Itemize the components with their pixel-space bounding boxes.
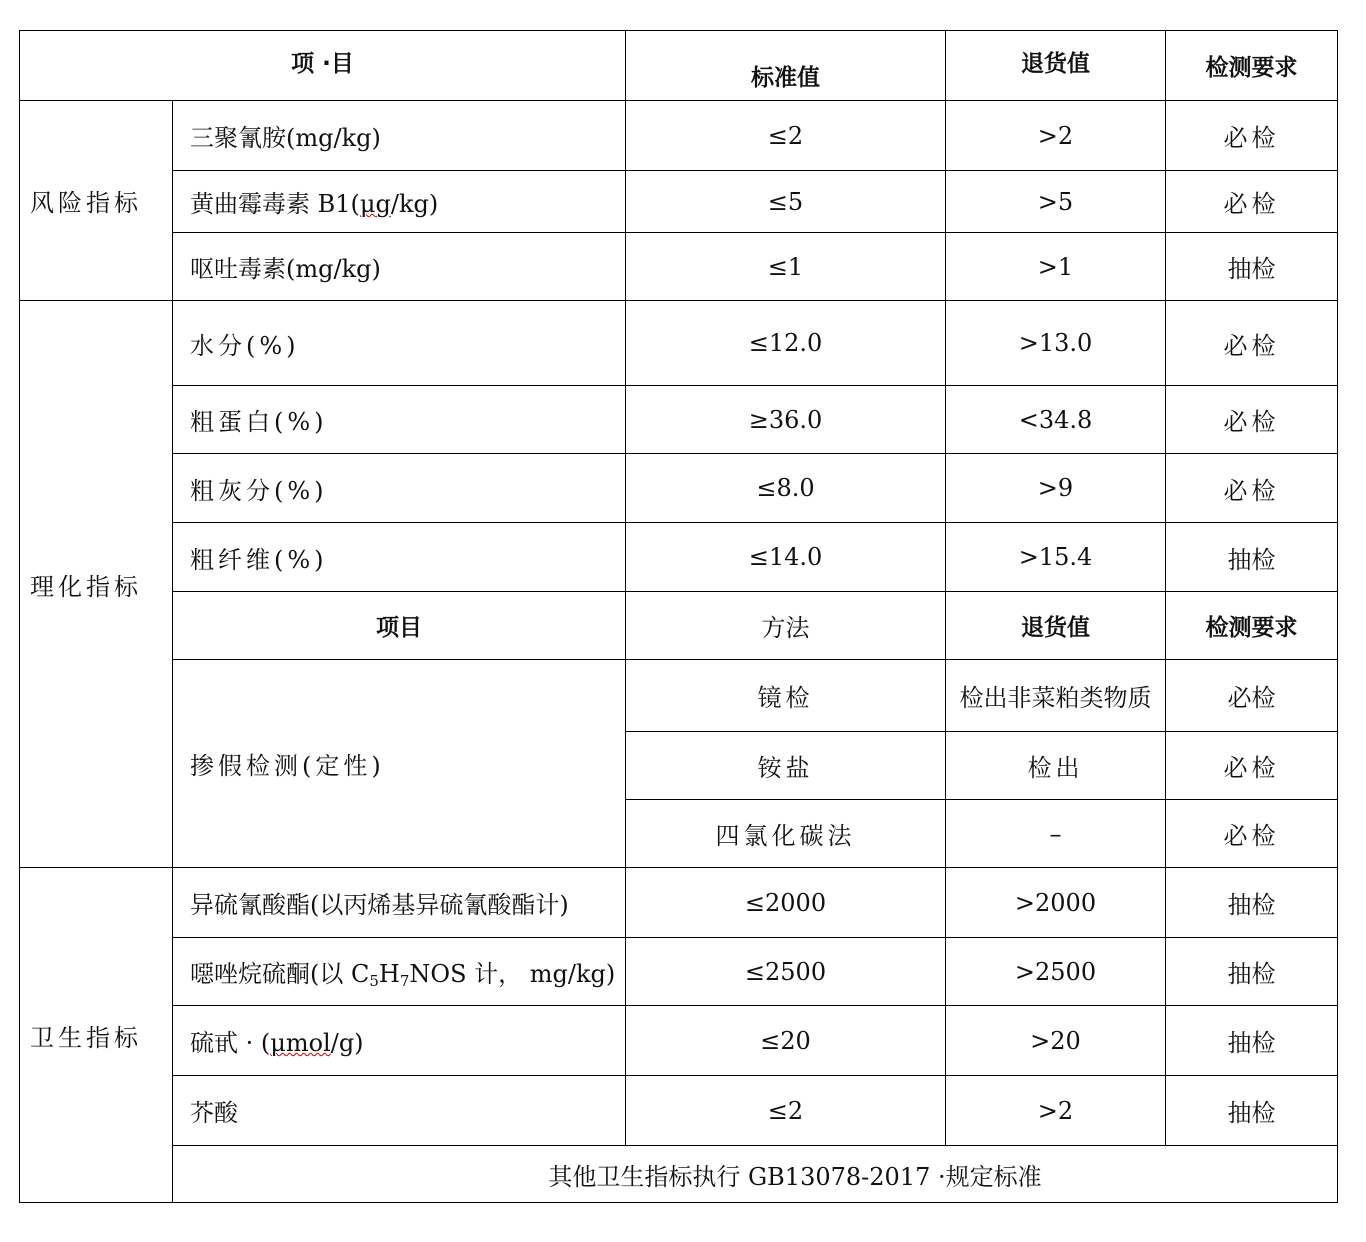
return-cell: >1	[946, 233, 1166, 301]
return-cell: >13.0	[946, 301, 1166, 386]
table-row	[20, 660, 1338, 732]
requirement-cell: 必检	[1166, 301, 1338, 386]
requirement-cell: 抽检	[1166, 1006, 1338, 1076]
return-cell: 检出非菜粕类物质	[946, 660, 1166, 732]
requirement-cell: 必检	[1166, 171, 1338, 233]
requirement-cell: 抽检	[1166, 938, 1338, 1006]
return-cell: <34.8	[946, 386, 1166, 454]
footer-row	[20, 1146, 1338, 1203]
return-cell: >20	[946, 1006, 1166, 1076]
subheader-item: 项目	[173, 592, 626, 660]
requirement-cell: 必检	[1166, 386, 1338, 454]
standard-cell: ≤2500	[626, 938, 946, 1006]
table-row	[20, 1076, 1338, 1146]
return-cell: >5	[946, 171, 1166, 233]
requirement-cell: 必检	[1166, 732, 1338, 800]
return-cell: >2500	[946, 938, 1166, 1006]
return-cell: >2000	[946, 868, 1166, 938]
item-cell: 三聚氰胺(mg/kg)	[173, 101, 626, 171]
item-cell: 异硫氰酸酯(以丙烯基异硫氰酸酯计)	[173, 868, 626, 938]
header-standard: 标准值	[626, 31, 946, 101]
requirement-cell: 抽检	[1166, 868, 1338, 938]
item-cell: 水分(%)	[173, 301, 626, 386]
item-cell: 粗灰分(%)	[173, 454, 626, 523]
subscript: 7	[399, 971, 410, 990]
standard-cell: ≤2	[626, 1076, 946, 1146]
header-item: 项 ·目	[20, 31, 626, 101]
standard-cell: ≤12.0	[626, 301, 946, 386]
requirement-cell: 必检	[1166, 101, 1338, 171]
table-row	[20, 171, 1338, 233]
sub-header-row	[20, 592, 1338, 660]
return-cell: >15.4	[946, 523, 1166, 592]
item-cell: 粗蛋白(%)	[173, 386, 626, 454]
group-hygiene: 卫生指标	[20, 868, 173, 1203]
subheader-method: 方法	[626, 592, 946, 660]
requirement-cell: 必检	[1166, 800, 1338, 868]
standard-cell: ≥36.0	[626, 386, 946, 454]
item-text: /g)	[330, 1029, 364, 1057]
item-unit: μmol	[270, 1029, 331, 1057]
item-cell	[173, 1006, 626, 1076]
adulteration-item: 掺假检测(定性)	[173, 660, 626, 868]
header-requirement: 检测要求	[1166, 31, 1338, 101]
requirement-cell: 必检	[1166, 660, 1338, 732]
standard-cell: ≤2000	[626, 868, 946, 938]
item-text: NOS 计， mg/kg)	[409, 959, 616, 988]
footer-note: 其他卫生指标执行 GB13078-2017 ·规定标准	[173, 1146, 1338, 1203]
table-row	[20, 386, 1338, 454]
group-risk: 风险指标	[20, 101, 173, 301]
item-text: 硫甙 · (	[190, 1029, 271, 1057]
table-row	[20, 938, 1338, 1006]
standard-cell: ≤14.0	[626, 523, 946, 592]
table-row	[20, 1006, 1338, 1076]
standard-cell: ≤8.0	[626, 454, 946, 523]
table-row	[20, 868, 1338, 938]
requirement-cell: 抽检	[1166, 233, 1338, 301]
return-cell: >9	[946, 454, 1166, 523]
item-unit: μg	[359, 190, 391, 218]
table-row	[20, 301, 1338, 386]
quality-standard-table	[19, 30, 1338, 1203]
requirement-cell: 必检	[1166, 454, 1338, 523]
standard-cell: ≤20	[626, 1006, 946, 1076]
subheader-return: 退货值	[946, 592, 1166, 660]
table-row	[20, 101, 1338, 171]
item-text: 黄曲霉毒素 B1(	[190, 190, 360, 218]
item-text: H	[378, 959, 400, 988]
method-cell: 镜检	[626, 660, 946, 732]
return-cell: >2	[946, 101, 1166, 171]
item-cell	[173, 171, 626, 233]
subscript: 5	[369, 971, 379, 990]
table-row	[20, 454, 1338, 523]
subheader-requirement: 检测要求	[1166, 592, 1338, 660]
return-cell: –	[946, 800, 1166, 868]
return-cell: 检出	[946, 732, 1166, 800]
standard-cell: ≤1	[626, 233, 946, 301]
table-row	[20, 523, 1338, 592]
item-text: /kg)	[390, 190, 439, 218]
requirement-cell: 抽检	[1166, 1076, 1338, 1146]
table-header-row	[20, 31, 1338, 101]
item-text: 噁唑烷硫酮(以 C	[190, 959, 370, 988]
method-cell: 四氯化碳法	[626, 800, 946, 868]
return-cell: >2	[946, 1076, 1166, 1146]
requirement-cell: 抽检	[1166, 523, 1338, 592]
table-row	[20, 233, 1338, 301]
standard-cell: ≤5	[626, 171, 946, 233]
method-cell: 铵盐	[626, 732, 946, 800]
item-cell: 呕吐毒素(mg/kg)	[173, 233, 626, 301]
item-cell	[173, 938, 626, 1006]
header-return: 退货值	[946, 31, 1166, 101]
item-cell: 芥酸	[173, 1076, 626, 1146]
group-physchem: 理化指标	[20, 301, 173, 868]
item-cell: 粗纤维(%)	[173, 523, 626, 592]
standard-cell: ≤2	[626, 101, 946, 171]
